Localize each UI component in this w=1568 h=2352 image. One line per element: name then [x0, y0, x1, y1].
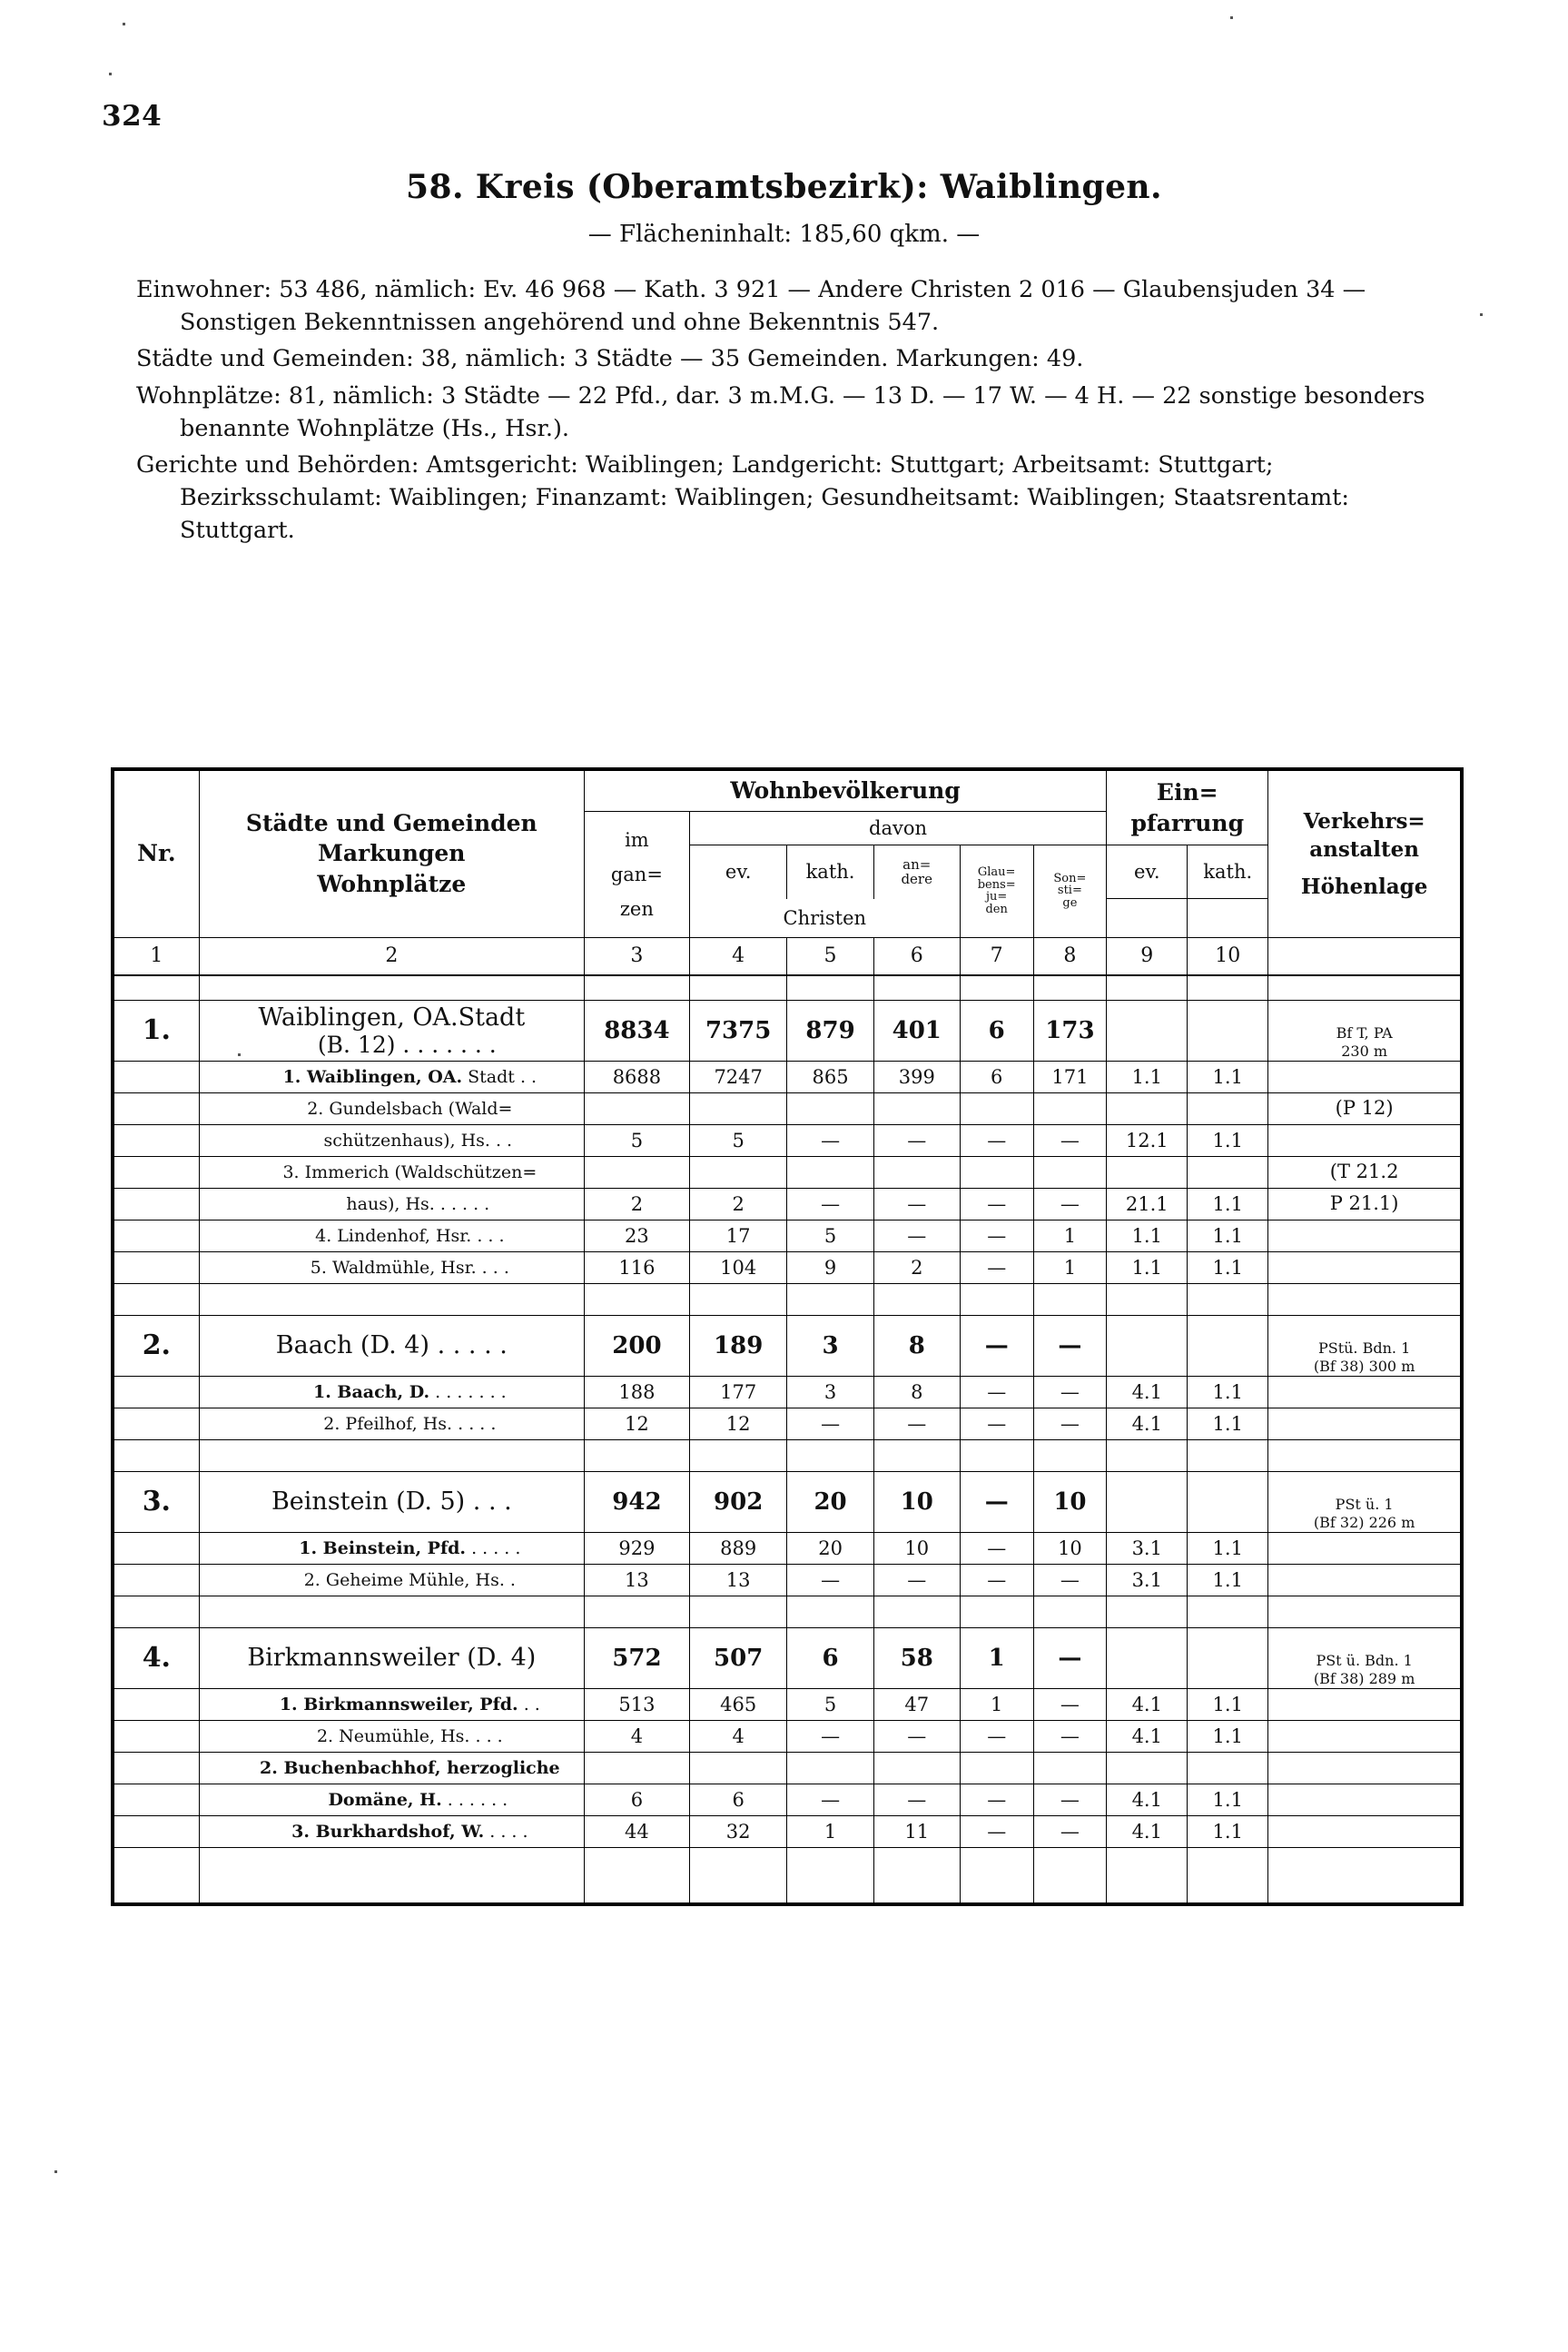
cell-ganzen: 942: [584, 1471, 689, 1532]
header-einpfarrung-line2: pfarrung: [1130, 809, 1245, 836]
row-place-name: 4. Lindenhof, Hsr. . . .: [199, 1220, 584, 1251]
row-place-name: 3. Immerich (Waldschützen=: [199, 1156, 584, 1188]
cell-kath: 5: [787, 1688, 873, 1720]
colnum-6: 6: [873, 937, 960, 974]
column-number-row: [113, 937, 1462, 974]
cell-pf_ev: 4.1: [1107, 1408, 1188, 1439]
table-row: [113, 1220, 1462, 1251]
cell-pf_kath: 1.1: [1188, 1720, 1268, 1752]
area-subtitle: — Flächeninhalt: 185,60 qkm. —: [587, 221, 981, 248]
cell-juden: —: [960, 1124, 1033, 1156]
cell-juden: —: [960, 1720, 1033, 1752]
cell-sonstige: —: [1033, 1784, 1107, 1815]
table-body: [111, 975, 1464, 1906]
row-number-blank: [113, 1061, 199, 1092]
colnum-3: 3: [584, 937, 689, 974]
cell-ganzen: [584, 1092, 689, 1124]
cell-verkehr: PStü. Bdn. 1 (Bf 38) 300 m: [1268, 1315, 1462, 1376]
cell-kath: 3: [787, 1315, 873, 1376]
cell-sonstige: —: [1033, 1188, 1107, 1220]
cell-andere: —: [873, 1408, 960, 1439]
cell-ev: 507: [689, 1627, 787, 1688]
cell-andere: 47: [873, 1688, 960, 1720]
header-verkehr: [1268, 769, 1462, 937]
cell-sonstige: 1: [1033, 1220, 1107, 1251]
cell-juden: —: [960, 1251, 1033, 1283]
cell-ev: [689, 1156, 787, 1188]
cell-juden: —: [960, 1471, 1033, 1532]
table-row: [113, 1408, 1462, 1439]
table-header: [111, 767, 1464, 975]
header-einpfarrung-line1: Ein=: [1156, 778, 1218, 805]
cell-sonstige: —: [1033, 1720, 1107, 1752]
cell-pf_ev: [1107, 1156, 1188, 1188]
cell-pf_kath: 1.1: [1188, 1408, 1268, 1439]
cell-ev: 189: [689, 1315, 787, 1376]
cell-ev: 7375: [689, 1000, 787, 1061]
row-place-name: Beinstein (D. 5) . . .: [199, 1471, 584, 1532]
cell-andere: 11: [873, 1815, 960, 1847]
cell-kath: 879: [787, 1000, 873, 1061]
cell-ev: 104: [689, 1251, 787, 1283]
cell-ev: 889: [689, 1532, 787, 1564]
row-place-name: Baach (D. 4) . . . . .: [199, 1315, 584, 1376]
cell-verkehr: [1268, 1720, 1462, 1752]
row-place-name: 5. Waldmühle, Hsr. . . .: [199, 1251, 584, 1283]
row-number-blank: [113, 1092, 199, 1124]
row-number-blank: [113, 1815, 199, 1847]
row-number-blank: [113, 1752, 199, 1784]
cell-kath: —: [787, 1784, 873, 1815]
cell-ev: 4: [689, 1720, 787, 1752]
cell-juden: 6: [960, 1000, 1033, 1061]
cell-verkehr: [1268, 1408, 1462, 1439]
cell-andere: —: [873, 1124, 960, 1156]
colnum-9: 9: [1107, 937, 1188, 974]
header-glaubensjuden: Glau= bens= ju= den: [960, 845, 1033, 938]
cell-verkehr: P 21.1): [1268, 1188, 1462, 1220]
cell-andere: 10: [873, 1471, 960, 1532]
header-andere: an= dere: [873, 845, 960, 899]
cell-pf_kath: 1.1: [1188, 1564, 1268, 1596]
header-names: [199, 769, 584, 937]
header-pfarrung-kath: kath.: [1188, 845, 1268, 899]
cell-verkehr: (P 12): [1268, 1092, 1462, 1124]
cell-pf_ev: [1107, 1000, 1188, 1061]
row-number-blank: [113, 1220, 199, 1251]
cell-andere: [873, 1092, 960, 1124]
cell-ganzen: 513: [584, 1688, 689, 1720]
header-ganzen1: gan=: [610, 863, 663, 885]
cell-pf_ev: 4.1: [1107, 1784, 1188, 1815]
cell-ganzen: 2: [584, 1188, 689, 1220]
header-ev: ev.: [689, 845, 787, 899]
cell-andere: —: [873, 1720, 960, 1752]
cell-ev: 465: [689, 1688, 787, 1720]
cell-juden: —: [960, 1188, 1033, 1220]
header-im: im: [625, 828, 649, 851]
intro-towns: Städte und Gemeinden: 38, nämlich: 3 Städte — 35 Gemeinden. Markungen: 49.: [136, 345, 1084, 373]
cell-verkehr: Bf T, PA 230 m: [1268, 1000, 1462, 1061]
cell-sonstige: [1033, 1092, 1107, 1124]
cell-pf_kath: 1.1: [1188, 1124, 1268, 1156]
table-spacer-row: [113, 1596, 1462, 1627]
cell-andere: 10: [873, 1532, 960, 1564]
colnum-10: 10: [1188, 937, 1268, 974]
cell-andere: —: [873, 1784, 960, 1815]
cell-kath: —: [787, 1564, 873, 1596]
cell-ganzen: 12: [584, 1408, 689, 1439]
cell-pf_ev: 3.1: [1107, 1564, 1188, 1596]
cell-pf_kath: [1188, 1315, 1268, 1376]
cell-andere: —: [873, 1220, 960, 1251]
colnum-7: 7: [960, 937, 1033, 974]
cell-verkehr: [1268, 1752, 1462, 1784]
row-number-blank: [113, 1188, 199, 1220]
cell-juden: —: [960, 1220, 1033, 1251]
cell-sonstige: —: [1033, 1124, 1107, 1156]
cell-ganzen: [584, 1156, 689, 1188]
cell-sonstige: [1033, 1752, 1107, 1784]
colnum-2: 2: [199, 937, 584, 974]
row-number: 4.: [113, 1627, 199, 1688]
row-number: 1.: [113, 1000, 199, 1061]
cell-andere: —: [873, 1188, 960, 1220]
cell-kath: —: [787, 1188, 873, 1220]
row-number-blank: [113, 1688, 199, 1720]
header-names-line1: Städte und Gemeinden: [245, 809, 537, 836]
cell-andere: 58: [873, 1627, 960, 1688]
row-place-name: Domäne, H. . . . . . .: [199, 1784, 584, 1815]
cell-ev: 7247: [689, 1061, 787, 1092]
cell-verkehr: PSt ü. Bdn. 1 (Bf 38) 289 m: [1268, 1627, 1462, 1688]
cell-kath: —: [787, 1124, 873, 1156]
cell-kath: 6: [787, 1627, 873, 1688]
row-number-blank: [113, 1376, 199, 1408]
cell-pf_ev: 4.1: [1107, 1688, 1188, 1720]
cell-verkehr: (T 21.2: [1268, 1156, 1462, 1188]
cell-ganzen: 8688: [584, 1061, 689, 1092]
row-place-name: 2. Neumühle, Hs. . . .: [199, 1720, 584, 1752]
row-place-name: schützenhaus), Hs. . .: [199, 1124, 584, 1156]
cell-ganzen: 6: [584, 1784, 689, 1815]
cell-kath: [787, 1156, 873, 1188]
table-row: [113, 1784, 1462, 1815]
cell-pf_ev: [1107, 1627, 1188, 1688]
row-place-name: 1. Beinstein, Pfd. . . . . .: [199, 1532, 584, 1564]
cell-ev: 32: [689, 1815, 787, 1847]
cell-ganzen: 8834: [584, 1000, 689, 1061]
cell-pf_kath: 1.1: [1188, 1061, 1268, 1092]
cell-ganzen: 44: [584, 1815, 689, 1847]
cell-verkehr: [1268, 1061, 1462, 1092]
cell-ganzen: 572: [584, 1627, 689, 1688]
header-sonstige: Son= sti= ge: [1033, 845, 1107, 938]
table-row: [113, 1092, 1462, 1124]
header-pfarrung-ev: ev.: [1107, 845, 1188, 899]
cell-andere: —: [873, 1564, 960, 1596]
header-nr: Nr.: [113, 769, 199, 937]
cell-pf_ev: 4.1: [1107, 1815, 1188, 1847]
cell-pf_kath: [1188, 1471, 1268, 1532]
cell-sonstige: —: [1033, 1627, 1107, 1688]
cell-ev: 5: [689, 1124, 787, 1156]
row-place-name: Birkmannsweiler (D. 4): [199, 1627, 584, 1688]
cell-pf_ev: 1.1: [1107, 1061, 1188, 1092]
cell-kath: 865: [787, 1061, 873, 1092]
cell-juden: —: [960, 1315, 1033, 1376]
header-names-line2: Markungen: [318, 840, 466, 867]
cell-pf_ev: 4.1: [1107, 1720, 1188, 1752]
cell-pf_kath: [1188, 1156, 1268, 1188]
intro-block: [136, 273, 1432, 548]
cell-sonstige: 10: [1033, 1471, 1107, 1532]
cell-ev: 17: [689, 1220, 787, 1251]
cell-sonstige: —: [1033, 1315, 1107, 1376]
cell-sonstige: 1: [1033, 1251, 1107, 1283]
header-pfarrung-ev-spacer: [1107, 899, 1188, 938]
cell-ev: 12: [689, 1408, 787, 1439]
cell-pf_kath: [1188, 1627, 1268, 1688]
cell-kath: 9: [787, 1251, 873, 1283]
header-wohnbevoelkerung: Wohnbevölkerung: [584, 769, 1106, 812]
cell-juden: —: [960, 1564, 1033, 1596]
cell-verkehr: [1268, 1532, 1462, 1564]
cell-pf_ev: 3.1: [1107, 1532, 1188, 1564]
cell-pf_kath: 1.1: [1188, 1251, 1268, 1283]
cell-juden: 6: [960, 1061, 1033, 1092]
table-spacer-row: [113, 975, 1462, 1000]
table-row: [113, 1061, 1462, 1092]
header-ganzen2: zen: [619, 897, 654, 920]
cell-verkehr: [1268, 1376, 1462, 1408]
cell-andere: 8: [873, 1315, 960, 1376]
cell-andere: 399: [873, 1061, 960, 1092]
cell-pf_ev: 1.1: [1107, 1251, 1188, 1283]
cell-pf_kath: 1.1: [1188, 1188, 1268, 1220]
table-row: [113, 1752, 1462, 1784]
cell-ev: 177: [689, 1376, 787, 1408]
table-row: [113, 1688, 1462, 1720]
cell-kath: —: [787, 1720, 873, 1752]
cell-sonstige: —: [1033, 1376, 1107, 1408]
cell-ganzen: 929: [584, 1532, 689, 1564]
cell-andere: [873, 1752, 960, 1784]
row-place-name: haus), Hs. . . . . .: [199, 1188, 584, 1220]
cell-pf_kath: [1188, 1092, 1268, 1124]
table-row-main: [113, 1471, 1462, 1532]
cell-kath: 1: [787, 1815, 873, 1847]
cell-ganzen: [584, 1752, 689, 1784]
table-spacer-row: [113, 1283, 1462, 1315]
cell-verkehr: PSt ü. 1 (Bf 32) 226 m: [1268, 1471, 1462, 1532]
cell-ev: [689, 1092, 787, 1124]
cell-pf_kath: [1188, 1752, 1268, 1784]
cell-verkehr: [1268, 1564, 1462, 1596]
row-number-blank: [113, 1784, 199, 1815]
cell-juden: —: [960, 1408, 1033, 1439]
cell-ev: 2: [689, 1188, 787, 1220]
cell-sonstige: 171: [1033, 1061, 1107, 1092]
cell-sonstige: —: [1033, 1564, 1107, 1596]
page-title: 58. Kreis (Oberamtsbezirk): Waiblingen.: [406, 168, 1162, 206]
cell-sonstige: 10: [1033, 1532, 1107, 1564]
cell-ganzen: 13: [584, 1564, 689, 1596]
colnum-8: 8: [1033, 937, 1107, 974]
cell-ganzen: 5: [584, 1124, 689, 1156]
cell-verkehr: [1268, 1815, 1462, 1847]
cell-sonstige: —: [1033, 1688, 1107, 1720]
row-place-name: 1. Birkmannsweiler, Pfd. . .: [199, 1688, 584, 1720]
header-im-ganzen: [584, 812, 689, 938]
row-place-name: Waiblingen, OA.Stadt (B. 12) . . . . . . .: [199, 1000, 584, 1061]
cell-pf_kath: 1.1: [1188, 1688, 1268, 1720]
colnum-5: 5: [787, 937, 873, 974]
cell-andere: [873, 1156, 960, 1188]
row-number: 3.: [113, 1471, 199, 1532]
cell-pf_kath: 1.1: [1188, 1815, 1268, 1847]
cell-verkehr: [1268, 1124, 1462, 1156]
table-row-main: [113, 1315, 1462, 1376]
cell-pf_ev: [1107, 1471, 1188, 1532]
table-row: [113, 1815, 1462, 1847]
header-names-line3: Wohnplätze: [317, 871, 467, 898]
row-place-name: 1. Baach, D. . . . . . . .: [199, 1376, 584, 1408]
page-number: 324: [102, 100, 163, 133]
table-row: [113, 1188, 1462, 1220]
intro-courts: Gerichte und Behörden: Amtsgericht: Waiblingen; Landgericht: Stuttgart; Arbeitsamt: Stuttgart; Bezirksschulamt: Waiblingen; Finanzamt: Waiblingen; Gesundheitsamt: Waiblingen; Staatsrentamt: Stuttgart.: [136, 451, 1350, 545]
row-place-name: 3. Burkhardshof, W. . . . .: [199, 1815, 584, 1847]
cell-andere: 401: [873, 1000, 960, 1061]
cell-andere: 8: [873, 1376, 960, 1408]
row-number-blank: [113, 1532, 199, 1564]
cell-ev: 902: [689, 1471, 787, 1532]
cell-kath: 5: [787, 1220, 873, 1251]
cell-sonstige: —: [1033, 1408, 1107, 1439]
cell-juden: —: [960, 1376, 1033, 1408]
cell-kath: 3: [787, 1376, 873, 1408]
cell-andere: 2: [873, 1251, 960, 1283]
cell-kath: [787, 1092, 873, 1124]
cell-kath: 20: [787, 1532, 873, 1564]
cell-juden: 1: [960, 1627, 1033, 1688]
row-number-blank: [113, 1251, 199, 1283]
cell-verkehr: [1268, 1220, 1462, 1251]
table-row: [113, 1564, 1462, 1596]
cell-kath: 20: [787, 1471, 873, 1532]
cell-ganzen: 23: [584, 1220, 689, 1251]
cell-sonstige: [1033, 1156, 1107, 1188]
row-number-blank: [113, 1156, 199, 1188]
cell-pf_ev: 4.1: [1107, 1376, 1188, 1408]
cell-ganzen: 116: [584, 1251, 689, 1283]
cell-pf_kath: 1.1: [1188, 1220, 1268, 1251]
cell-sonstige: —: [1033, 1815, 1107, 1847]
table-row: [113, 1532, 1462, 1564]
cell-ganzen: 200: [584, 1315, 689, 1376]
header-verkehr-line3: Höhenlage: [1300, 874, 1428, 899]
header-kath: kath.: [787, 845, 873, 899]
colnum-4: 4: [689, 937, 787, 974]
cell-juden: —: [960, 1784, 1033, 1815]
cell-pf_kath: 1.1: [1188, 1376, 1268, 1408]
cell-pf_ev: 21.1: [1107, 1188, 1188, 1220]
cell-verkehr: [1268, 1784, 1462, 1815]
header-davon: davon: [689, 812, 1106, 845]
cell-juden: —: [960, 1532, 1033, 1564]
table-row: [113, 1124, 1462, 1156]
cell-pf_ev: 1.1: [1107, 1220, 1188, 1251]
row-number-blank: [113, 1124, 199, 1156]
header-christen: Christen: [689, 899, 960, 938]
row-number-blank: [113, 1408, 199, 1439]
header-pfarrung-kath-spacer: [1188, 899, 1268, 938]
cell-juden: [960, 1752, 1033, 1784]
cell-pf_kath: 1.1: [1188, 1532, 1268, 1564]
header-verkehr-line1: Verkehrs=: [1303, 808, 1425, 834]
cell-kath: —: [787, 1408, 873, 1439]
table-row: [113, 1720, 1462, 1752]
row-place-name: 2. Geheime Mühle, Hs. .: [199, 1564, 584, 1596]
row-number: 2.: [113, 1315, 199, 1376]
cell-verkehr: [1268, 1251, 1462, 1283]
colnum-11: [1268, 937, 1462, 974]
table-spacer-row: [113, 1847, 1462, 1904]
cell-ev: 13: [689, 1564, 787, 1596]
table-spacer-row: [113, 1439, 1462, 1471]
header-verkehr-line2: anstalten: [1309, 836, 1420, 862]
cell-ganzen: 188: [584, 1376, 689, 1408]
header-einpfarrung: [1107, 769, 1268, 845]
table-row: [113, 1156, 1462, 1188]
cell-pf_ev: [1107, 1315, 1188, 1376]
cell-pf_ev: [1107, 1092, 1188, 1124]
table-row-main: [113, 1000, 1462, 1061]
cell-kath: [787, 1752, 873, 1784]
table-row-main: [113, 1627, 1462, 1688]
cell-pf_ev: [1107, 1752, 1188, 1784]
table-row: [113, 1376, 1462, 1408]
cell-pf_kath: [1188, 1000, 1268, 1061]
cell-ev: 6: [689, 1784, 787, 1815]
cell-ganzen: 4: [584, 1720, 689, 1752]
cell-pf_ev: 12.1: [1107, 1124, 1188, 1156]
row-number-blank: [113, 1720, 199, 1752]
row-place-name: 2. Gundelsbach (Wald=: [199, 1092, 584, 1124]
statistics-table: [111, 767, 1464, 1906]
intro-dwellings: Wohnplätze: 81, nämlich: 3 Städte — 22 Pfd., dar. 3 m.M.G. — 13 D. — 17 W. — 4 H. — 22 sonstige besonders benannte Wohnplätze (Hs., Hsr.).: [136, 381, 1425, 442]
cell-sonstige: 173: [1033, 1000, 1107, 1061]
cell-juden: 1: [960, 1688, 1033, 1720]
row-place-name: 2. Pfeilhof, Hs. . . . .: [199, 1408, 584, 1439]
cell-juden: [960, 1156, 1033, 1188]
row-place-name: 1. Waiblingen, OA. Stadt . .: [199, 1061, 584, 1092]
colnum-1: 1: [113, 937, 199, 974]
cell-verkehr: [1268, 1688, 1462, 1720]
table-row: [113, 1251, 1462, 1283]
cell-ev: [689, 1752, 787, 1784]
cell-juden: —: [960, 1815, 1033, 1847]
intro-inhabitants: Einwohner: 53 486, nämlich: Ev. 46 968 — Kath. 3 921 — Andere Christen 2 016 — Glaubensjuden 34 — Sonstigen Bekenntnissen angehörend und ohne Bekenntnis 547.: [136, 276, 1366, 337]
cell-juden: [960, 1092, 1033, 1124]
cell-pf_kath: 1.1: [1188, 1784, 1268, 1815]
row-number-blank: [113, 1564, 199, 1596]
row-place-name: 2. Buchenbachhof, herzogliche: [199, 1752, 584, 1784]
